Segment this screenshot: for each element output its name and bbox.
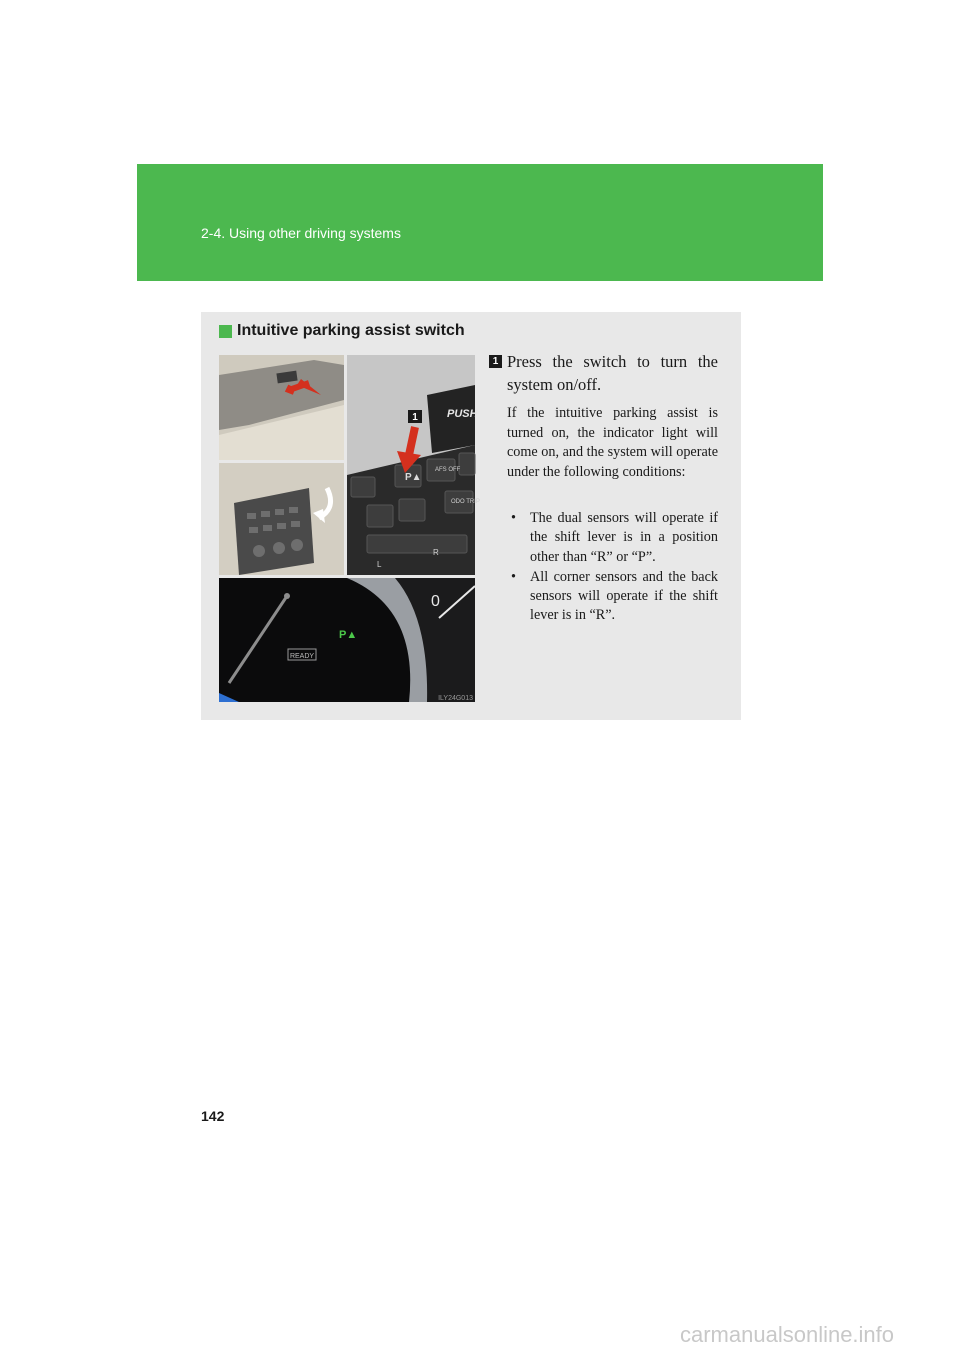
heading-text: Intuitive parking assist switch [237,322,465,339]
page-number: 142 [201,1108,225,1124]
bullet-text: The dual sensors will operate if the shift lever is in a position other than “R” or “P”. [530,510,718,565]
list-item [511,509,718,567]
condition-list [511,509,718,627]
square-bullet-icon [219,325,232,338]
description-text: If the intuitive parking assist is turned on, the indicator light will come on, and the system will operate under the following conditions: [507,405,718,480]
switch-closeup-illustration [347,355,480,575]
step-text: Press the switch to turn the system on/off. [507,352,718,394]
bullet-dot-icon: • [511,568,516,585]
push-label: PUSH [447,408,478,420]
pa-switch-label: P▲ [405,472,422,483]
cluster-illustration [219,578,475,702]
callout-label: 1 [412,412,418,423]
bullet-dot-icon: • [511,510,516,526]
photo-instrument-cluster [219,578,475,702]
odo-label: ODO TRIP [451,499,480,505]
list-item [511,568,718,626]
section-title: 2-4. Using other driving systems [201,225,401,241]
photo-switch-closeup [347,355,480,575]
r-label: R [433,548,439,557]
l-label: L [377,560,382,569]
pa-indicator-label: P▲ [339,629,358,641]
figure-code: ILY24G013 [438,695,473,702]
section-heading [219,322,465,340]
photo-dashboard-left [219,355,344,460]
gauge-zero-label: 0 [431,593,440,610]
watermark: carmanualsonline.info [680,1322,895,1347]
switch-panel-illustration [219,463,344,575]
photo-switch-panel-left [219,463,344,575]
bullet-text: All corner sensors and the back sensors will operate if the shift lever is in “R”. [530,568,718,624]
header-band [137,164,823,281]
step-number-badge: 1 [489,355,502,368]
afs-label: AFS OFF [435,467,461,473]
dashboard-left-illustration [219,355,344,460]
ready-label: READY [289,653,315,660]
